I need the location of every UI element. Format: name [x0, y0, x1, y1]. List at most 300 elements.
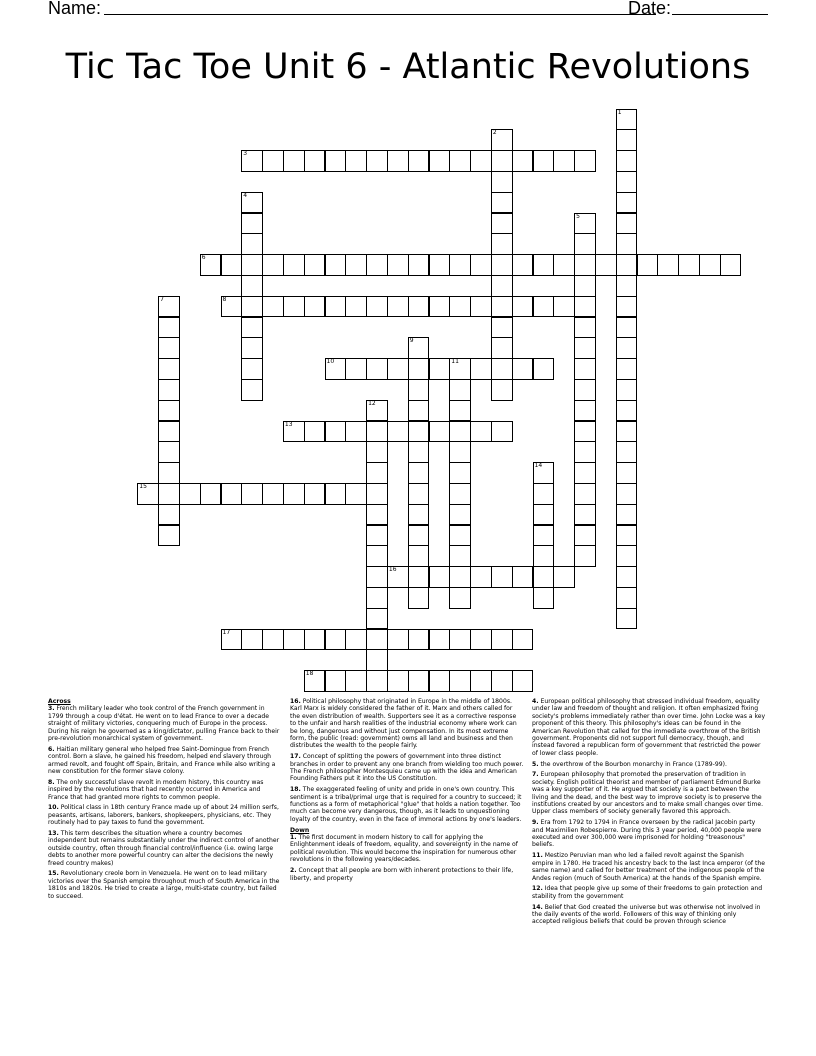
- grid-cell[interactable]: [449, 483, 471, 505]
- grid-cell[interactable]: [574, 150, 596, 172]
- clue-number: 11.: [532, 852, 543, 860]
- clue-number: 5.: [532, 760, 539, 768]
- grid-cell[interactable]: [574, 400, 596, 422]
- grid-cell[interactable]: [345, 296, 367, 318]
- grid-cell[interactable]: [345, 629, 367, 651]
- grid-cell[interactable]: [616, 150, 638, 172]
- clue-text: Era from 1792 to 1794 in France overseen by the radical Jacobin party and Maximilien Robespierre. During this 3 year period, 40,000 people were executed and over 300,000 were imprisoned for holding "treasonous" beliefs.: [532, 819, 762, 849]
- grid-cell[interactable]: [408, 358, 430, 380]
- grid-cell[interactable]: [574, 441, 596, 463]
- grid-cell[interactable]: [553, 254, 575, 276]
- grid-cell[interactable]: [345, 254, 367, 276]
- grid-cell[interactable]: [616, 296, 638, 318]
- grid-cell[interactable]: [241, 150, 263, 172]
- grid-cell[interactable]: [387, 296, 409, 318]
- clue-column-3: [532, 698, 766, 929]
- clue-column-1: [48, 698, 282, 904]
- grid-cell[interactable]: [200, 483, 222, 505]
- grid-cell[interactable]: [533, 150, 555, 172]
- grid-cell[interactable]: [616, 483, 638, 505]
- down-clue-5: [532, 761, 766, 768]
- grid-cell[interactable]: [616, 254, 638, 276]
- cell-number: 12: [368, 399, 376, 407]
- clue-number: 6.: [48, 745, 55, 753]
- grid-cell[interactable]: [553, 566, 575, 588]
- grid-cell[interactable]: [366, 545, 388, 567]
- grid-cell[interactable]: [387, 629, 409, 651]
- grid-cell[interactable]: [325, 629, 347, 651]
- grid-cell[interactable]: [283, 629, 305, 651]
- cell-number: 14: [534, 462, 543, 470]
- grid-cell[interactable]: [408, 441, 430, 463]
- grid-cell[interactable]: [200, 254, 222, 276]
- grid-cell[interactable]: [408, 629, 430, 651]
- grid-cell[interactable]: [408, 566, 430, 588]
- grid-cell[interactable]: [179, 483, 201, 505]
- grid-cell[interactable]: [616, 109, 638, 131]
- grid-cell[interactable]: [408, 525, 430, 547]
- grid-cell[interactable]: [304, 254, 326, 276]
- grid-cell[interactable]: [158, 400, 180, 422]
- grid-cell[interactable]: [221, 629, 243, 651]
- grid-cell[interactable]: [449, 629, 471, 651]
- grid-cell[interactable]: [449, 545, 471, 567]
- grid-cell[interactable]: [366, 504, 388, 526]
- grid-cell[interactable]: [491, 275, 513, 297]
- grid-cell[interactable]: [449, 400, 471, 422]
- clue-number: 7.: [532, 771, 539, 779]
- grid-cell[interactable]: [470, 254, 492, 276]
- grid-cell[interactable]: [491, 629, 513, 651]
- grid-cell[interactable]: [533, 296, 555, 318]
- grid-cell[interactable]: [366, 358, 388, 380]
- grid-cell[interactable]: [616, 379, 638, 401]
- grid-cell[interactable]: [574, 525, 596, 547]
- grid-cell[interactable]: [470, 670, 492, 692]
- grid-cell[interactable]: [408, 504, 430, 526]
- grid-cell[interactable]: [408, 296, 430, 318]
- grid-cell[interactable]: [491, 233, 513, 255]
- grid-cell[interactable]: [491, 254, 513, 276]
- grid-cell[interactable]: [512, 358, 534, 380]
- down-clue-1: [290, 834, 524, 864]
- grid-cell[interactable]: [491, 171, 513, 193]
- grid-cell[interactable]: [408, 337, 430, 359]
- clue-text: This term describes the situation where a country becomes independent but remains substantially under the indirect control of another outside country, often through financial control/influence (i.e. owing large debts to another more powerful country can alter the decisions the newly freed country makes): [48, 830, 280, 867]
- grid-cell[interactable]: [574, 296, 596, 318]
- grid-cell[interactable]: [241, 379, 263, 401]
- clue-number: 13.: [48, 830, 59, 838]
- clue-number: 15.: [48, 870, 59, 878]
- grid-cell[interactable]: [241, 275, 263, 297]
- grid-cell[interactable]: [470, 566, 492, 588]
- clue-number: 4.: [532, 698, 539, 705]
- grid-cell[interactable]: [158, 441, 180, 463]
- grid-cell[interactable]: [533, 483, 555, 505]
- clue-number: 1.: [290, 834, 297, 842]
- grid-cell[interactable]: [574, 483, 596, 505]
- grid-cell[interactable]: [491, 296, 513, 318]
- clue-text: Idea that people give up some of their freedoms to gain protection and stability from the government: [532, 885, 763, 900]
- grid-cell[interactable]: [533, 358, 555, 380]
- grid-cell[interactable]: [366, 400, 388, 422]
- clue-text: The exaggerated feeling of unity and pride in one's own country. This sentiment is a tribal/primal urge that is required for a country to succeed; it functions as a form of metaphorical "glue" that holds a nation together. Too much can become very dangerous, though, as it leads to unquestioning loyalty of the country, even in the face of immoral actions by one's leaders.: [290, 786, 522, 823]
- grid-cell[interactable]: [366, 462, 388, 484]
- grid-cell[interactable]: [366, 649, 388, 671]
- grid-cell[interactable]: [325, 254, 347, 276]
- clue-text: Haitian military general who helped free Saint-Domingue from French control. Born a slave, he gained his freedom, helped end slavery through armed revolt, and fought off Spain, Britain, and France while also writing a new constitution for the former slave colony.: [48, 745, 276, 776]
- grid-cell[interactable]: [408, 483, 430, 505]
- across-clue-6: [48, 746, 282, 776]
- grid-cell[interactable]: [366, 608, 388, 630]
- cell-number: 7: [160, 295, 164, 303]
- grid-cell[interactable]: [512, 629, 534, 651]
- grid-cell[interactable]: [491, 421, 513, 443]
- grid-cell[interactable]: [449, 566, 471, 588]
- grid-cell[interactable]: [449, 254, 471, 276]
- grid-cell[interactable]: [574, 358, 596, 380]
- grid-cell[interactable]: [366, 525, 388, 547]
- grid-cell[interactable]: [241, 192, 263, 214]
- clue-number: 10.: [48, 804, 59, 812]
- grid-cell[interactable]: [616, 358, 638, 380]
- grid-cell[interactable]: [241, 213, 263, 235]
- grid-cell[interactable]: [429, 296, 451, 318]
- clue-number: 12.: [532, 885, 543, 893]
- clue-text: the overthrow of the Bourbon monarchy in France (1789-99).: [540, 760, 727, 768]
- grid-cell[interactable]: [616, 233, 638, 255]
- clue-text: European political philosophy that stressed individual freedom, equality under law and freedom of thought and religion. It often emphasized fixing society's problems immediately rather than over time. John Locke was a key proponent of this theory. This philosophy's ideas can be found in the American Revolution that called for the immediate overthrow of the British government. Proponents did not support full democracy, though, and instead favored a republican form of government that restricted the power of lower class people.: [532, 698, 766, 757]
- grid-cell[interactable]: [449, 462, 471, 484]
- grid-cell[interactable]: [345, 150, 367, 172]
- grid-cell[interactable]: [574, 379, 596, 401]
- grid-cell[interactable]: [699, 254, 721, 276]
- grid-cell[interactable]: [387, 670, 409, 692]
- grid-cell[interactable]: [449, 421, 471, 443]
- grid-cell[interactable]: [158, 296, 180, 318]
- grid-cell[interactable]: [616, 129, 638, 151]
- grid-cell[interactable]: [491, 150, 513, 172]
- grid-cell[interactable]: [616, 587, 638, 609]
- grid-cell[interactable]: [491, 192, 513, 214]
- grid-cell[interactable]: [449, 670, 471, 692]
- grid-cell[interactable]: [262, 483, 284, 505]
- grid-cell[interactable]: [574, 233, 596, 255]
- grid-cell[interactable]: [408, 545, 430, 567]
- grid-cell[interactable]: [387, 150, 409, 172]
- grid-cell[interactable]: [262, 254, 284, 276]
- grid-cell[interactable]: [408, 421, 430, 443]
- clue-text: Concept that all people are born with inherent protections to their life, liberty, and property: [290, 867, 514, 882]
- grid-cell[interactable]: [262, 150, 284, 172]
- grid-cell[interactable]: [158, 421, 180, 443]
- grid-cell[interactable]: [345, 421, 367, 443]
- grid-cell[interactable]: [158, 379, 180, 401]
- grid-cell[interactable]: [616, 462, 638, 484]
- grid-cell[interactable]: [158, 337, 180, 359]
- grid-cell[interactable]: [241, 254, 263, 276]
- clue-number: 16.: [290, 698, 301, 705]
- grid-cell[interactable]: [283, 483, 305, 505]
- grid-cell[interactable]: [283, 254, 305, 276]
- grid-cell[interactable]: [616, 566, 638, 588]
- grid-cell[interactable]: [533, 525, 555, 547]
- grid-cell[interactable]: [366, 150, 388, 172]
- cell-number: 2: [492, 129, 497, 137]
- grid-cell[interactable]: [366, 254, 388, 276]
- grid-cell[interactable]: [325, 296, 347, 318]
- grid-cell[interactable]: [408, 150, 430, 172]
- grid-cell[interactable]: [241, 296, 263, 318]
- grid-cell[interactable]: [366, 629, 388, 651]
- grid-cell[interactable]: [574, 337, 596, 359]
- grid-cell[interactable]: [553, 296, 575, 318]
- cell-number: 10: [326, 358, 335, 366]
- clue-text: Political class in 18th century France made up of about 24 million serfs, peasants, artisans, laborers, bankers, shopkeepers, physicians, etc. They routinely had to pay taxes to fund the government.: [48, 804, 279, 827]
- cell-number: 4: [243, 191, 248, 199]
- grid-cell[interactable]: [616, 421, 638, 443]
- grid-cell[interactable]: [387, 421, 409, 443]
- grid-cell[interactable]: [366, 296, 388, 318]
- cell-number: 13: [284, 420, 293, 428]
- date-label: Date:: [628, 0, 672, 18]
- grid-cell[interactable]: [304, 296, 326, 318]
- clue-list: [0, 698, 816, 998]
- grid-cell[interactable]: [512, 670, 534, 692]
- grid-cell[interactable]: [221, 254, 243, 276]
- grid-cell[interactable]: [616, 337, 638, 359]
- grid-cell[interactable]: [595, 254, 617, 276]
- cell-number: 18: [305, 670, 314, 678]
- grid-cell[interactable]: [429, 254, 451, 276]
- grid-cell[interactable]: [304, 629, 326, 651]
- grid-cell[interactable]: [387, 254, 409, 276]
- grid-cell[interactable]: [429, 566, 451, 588]
- cell-number: 1: [617, 108, 622, 116]
- grid-cell[interactable]: [345, 483, 367, 505]
- grid-cell[interactable]: [283, 150, 305, 172]
- grid-cell[interactable]: [241, 317, 263, 339]
- grid-cell[interactable]: [616, 213, 638, 235]
- grid-cell[interactable]: [449, 525, 471, 547]
- grid-cell[interactable]: [304, 483, 326, 505]
- across-heading: Across: [48, 698, 71, 705]
- clue-number: 2.: [290, 867, 297, 875]
- grid-cell[interactable]: [616, 525, 638, 547]
- grid-cell[interactable]: [304, 421, 326, 443]
- grid-cell[interactable]: [304, 670, 326, 692]
- grid-cell[interactable]: [325, 421, 347, 443]
- grid-cell[interactable]: [657, 254, 679, 276]
- grid-cell[interactable]: [366, 670, 388, 692]
- clue-text: Concept of splitting the powers of government into three distinct branches in order to prevent any one branch from wielding too much power. The French philosopher Montesquieu came up with the idea and American Founding Fathers put it into the US Constitution.: [290, 753, 524, 783]
- grid-cell[interactable]: [491, 317, 513, 339]
- clue-number: 14.: [532, 903, 543, 911]
- cell-number: 6: [201, 254, 206, 262]
- grid-cell[interactable]: [491, 213, 513, 235]
- grid-cell[interactable]: [574, 504, 596, 526]
- across-clue-18: [290, 786, 524, 823]
- grid-cell[interactable]: [512, 150, 534, 172]
- grid-cell[interactable]: [429, 629, 451, 651]
- grid-cell[interactable]: [720, 254, 742, 276]
- cell-number: 3: [243, 150, 248, 158]
- grid-cell[interactable]: [491, 129, 513, 151]
- grid-cell[interactable]: [678, 254, 700, 276]
- grid-cell[interactable]: [304, 150, 326, 172]
- grid-cell[interactable]: [241, 358, 263, 380]
- grid-cell[interactable]: [449, 504, 471, 526]
- grid-cell[interactable]: [512, 254, 534, 276]
- grid-cell[interactable]: [158, 504, 180, 526]
- grid-cell[interactable]: [491, 670, 513, 692]
- grid-cell[interactable]: [470, 421, 492, 443]
- grid-cell[interactable]: [408, 379, 430, 401]
- grid-cell[interactable]: [533, 545, 555, 567]
- grid-cell[interactable]: [366, 587, 388, 609]
- grid-cell[interactable]: [616, 317, 638, 339]
- grid-cell[interactable]: [408, 587, 430, 609]
- down-clue-9: [532, 819, 766, 849]
- grid-cell[interactable]: [366, 421, 388, 443]
- across-clue-13: [48, 830, 282, 867]
- clue-number: 8.: [48, 778, 55, 786]
- down-clue-12: [532, 885, 766, 900]
- grid-cell[interactable]: [616, 545, 638, 567]
- grid-cell[interactable]: [325, 150, 347, 172]
- grid-cell[interactable]: [616, 171, 638, 193]
- across-clue-16: [290, 698, 524, 750]
- grid-cell[interactable]: [616, 275, 638, 297]
- grid-cell[interactable]: [158, 317, 180, 339]
- grid-cell[interactable]: [241, 629, 263, 651]
- grid-cell[interactable]: [533, 566, 555, 588]
- grid-cell[interactable]: [221, 296, 243, 318]
- grid-cell[interactable]: [553, 150, 575, 172]
- clue-number: 17.: [290, 753, 301, 761]
- grid-cell[interactable]: [533, 254, 555, 276]
- across-clue-15: [48, 870, 282, 900]
- grid-cell[interactable]: [616, 504, 638, 526]
- grid-cell[interactable]: [158, 525, 180, 547]
- grid-cell[interactable]: [470, 150, 492, 172]
- grid-cell[interactable]: [449, 587, 471, 609]
- grid-cell[interactable]: [325, 358, 347, 380]
- grid-cell[interactable]: [491, 379, 513, 401]
- grid-cell[interactable]: [241, 483, 263, 505]
- grid-cell[interactable]: [241, 233, 263, 255]
- grid-cell[interactable]: [429, 421, 451, 443]
- grid-cell[interactable]: [533, 587, 555, 609]
- grid-cell[interactable]: [366, 483, 388, 505]
- grid-cell[interactable]: [408, 462, 430, 484]
- grid-cell[interactable]: [533, 462, 555, 484]
- grid-cell[interactable]: [449, 296, 471, 318]
- grid-cell[interactable]: [241, 337, 263, 359]
- grid-cell[interactable]: [470, 296, 492, 318]
- cell-number: 17: [222, 628, 231, 636]
- grid-cell[interactable]: [574, 545, 596, 567]
- cell-number: 15: [139, 482, 147, 490]
- grid-cell[interactable]: [470, 629, 492, 651]
- grid-cell[interactable]: [408, 670, 430, 692]
- grid-cell[interactable]: [616, 608, 638, 630]
- grid-cell[interactable]: [158, 483, 180, 505]
- grid-cell[interactable]: [283, 296, 305, 318]
- grid-cell[interactable]: [449, 441, 471, 463]
- grid-cell[interactable]: [574, 317, 596, 339]
- grid-cell[interactable]: [387, 358, 409, 380]
- page-title: Tic Tac Toe Unit 6 - Atlantic Revolutions: [65, 47, 751, 87]
- grid-cell[interactable]: [616, 400, 638, 422]
- down-clue-7: [532, 771, 766, 815]
- grid-cell[interactable]: [429, 150, 451, 172]
- clue-text: The first document in modern history to call for applying the Enlightenment ideals of freedom, equality, and sovereignty in the name of political revolution. This would become the inspiration for numerous other revolutions in the following years/decades.: [290, 834, 518, 864]
- grid-cell[interactable]: [574, 462, 596, 484]
- grid-cell[interactable]: [345, 670, 367, 692]
- grid-cell[interactable]: [574, 213, 596, 235]
- clue-text: Revolutionary creole born in Venezuela. He went on to lead military victories over the Spanish empire throughout much of South America in the 1810s and 1820s. He tried to create a large, multi-state country, but failed to succeed.: [48, 870, 280, 900]
- grid-cell[interactable]: [491, 566, 513, 588]
- clue-text: French military leader who took control of the French government in 1799 through a coup d'état. He went on to lead France to over a decade straight of military victories, conquering much of Europe in the process. During his reign he governed as a king/dictator, pulling France back to their pre-revolution monarchical system of government.: [48, 705, 280, 743]
- grid-cell[interactable]: [158, 358, 180, 380]
- clue-text: Mestizo Peruvian man who led a failed revolt against the Spanish empire in 1780. He traced his ancestry back to the last Inca emperor (of the same name) and called for better treatment of the indigenous people of the Andes region (much of South America) at the hands of the Spanish empire.: [532, 852, 766, 882]
- grid-cell[interactable]: [408, 400, 430, 422]
- grid-cell[interactable]: [345, 358, 367, 380]
- grid-cell[interactable]: [429, 358, 451, 380]
- grid-cell[interactable]: [408, 254, 430, 276]
- grid-cell[interactable]: [512, 296, 534, 318]
- grid-cell[interactable]: [491, 337, 513, 359]
- clue-column-2: [290, 698, 524, 885]
- down-clue-2: [290, 867, 524, 882]
- cell-number: 8: [222, 295, 227, 303]
- grid-cell[interactable]: [491, 358, 513, 380]
- clue-number: 9.: [532, 819, 539, 827]
- across-clue-3: [48, 705, 282, 742]
- grid-cell[interactable]: [325, 483, 347, 505]
- grid-cell[interactable]: [325, 670, 347, 692]
- grid-cell[interactable]: [512, 566, 534, 588]
- grid-cell[interactable]: [470, 358, 492, 380]
- grid-cell[interactable]: [449, 379, 471, 401]
- across-clue-10: [48, 804, 282, 826]
- grid-cell[interactable]: [637, 254, 659, 276]
- grid-cell[interactable]: [366, 566, 388, 588]
- grid-cell[interactable]: [137, 483, 159, 505]
- grid-cell[interactable]: [616, 192, 638, 214]
- grid-cell[interactable]: [533, 504, 555, 526]
- cell-number: 16: [388, 566, 397, 574]
- grid-cell[interactable]: [429, 670, 451, 692]
- name-label: Name:: [48, 0, 102, 18]
- grid-cell[interactable]: [616, 441, 638, 463]
- grid-cell[interactable]: [387, 566, 409, 588]
- grid-cell[interactable]: [449, 150, 471, 172]
- grid-cell[interactable]: [574, 275, 596, 297]
- across-clue-8: [48, 779, 282, 801]
- grid-cell[interactable]: [574, 254, 596, 276]
- grid-cell[interactable]: [221, 483, 243, 505]
- down-clue-11: [532, 852, 766, 882]
- grid-cell[interactable]: [449, 358, 471, 380]
- grid-cell[interactable]: [366, 441, 388, 463]
- grid-cell[interactable]: [158, 462, 180, 484]
- grid-cell[interactable]: [262, 629, 284, 651]
- grid-cell[interactable]: [574, 421, 596, 443]
- grid-cell[interactable]: [262, 296, 284, 318]
- grid-cell[interactable]: [283, 421, 305, 443]
